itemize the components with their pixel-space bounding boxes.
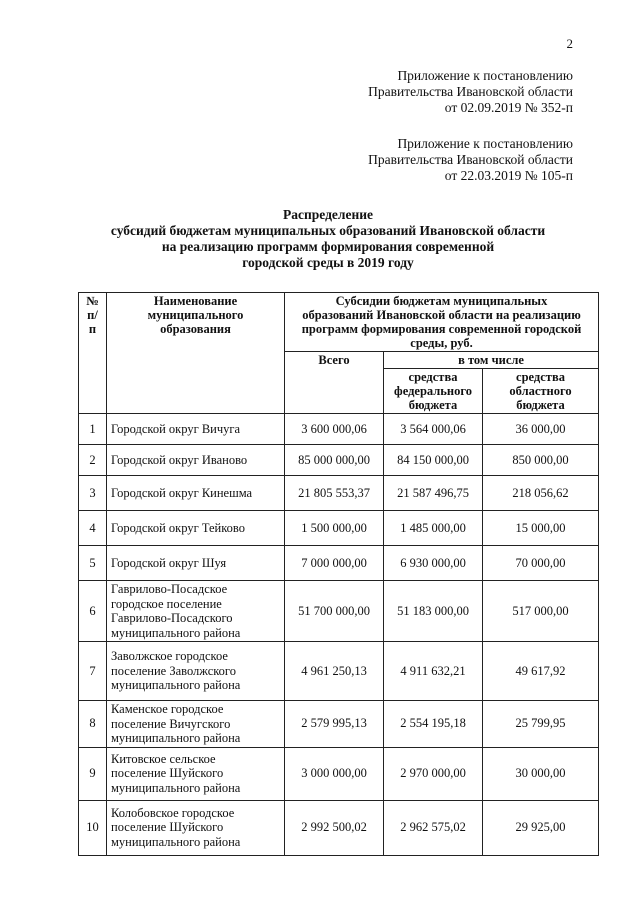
row-number: 10 <box>79 800 107 855</box>
table-row <box>79 642 599 701</box>
regional-value: 49 617,92 <box>483 642 599 701</box>
page-number: 2 <box>566 36 573 51</box>
municipality-name <box>107 546 285 581</box>
regional-value: 517 000,00 <box>483 581 599 642</box>
header-text: муниципального <box>147 308 244 322</box>
appendix-line: Правительства Ивановской области <box>368 152 573 167</box>
total-value: 2 579 995,13 <box>285 701 384 748</box>
name-line: поселение Шуйского <box>111 820 224 835</box>
header-text: областного <box>509 384 572 398</box>
row-number: 1 <box>79 414 107 445</box>
name-line: муниципального района <box>111 678 241 693</box>
total-value: 3 000 000,00 <box>285 747 384 800</box>
municipality-name <box>107 581 285 642</box>
name-line: Гаврилово-Посадское <box>111 582 228 596</box>
title-line: субсидий бюджетам муниципальных образований Ивановской области <box>110 223 546 238</box>
header-text: № <box>86 294 99 308</box>
municipality-name <box>107 445 285 476</box>
header-text: Наименование <box>153 294 238 308</box>
header-text: бюджета <box>516 398 565 412</box>
name-line: Заволжское городское <box>111 649 228 664</box>
federal-value: 51 183 000,00 <box>384 581 483 642</box>
total-value: 1 500 000,00 <box>285 511 384 546</box>
title-line: на реализацию программ формирования современной <box>161 239 495 254</box>
header-text: п/ <box>87 308 98 322</box>
name-line: муниципального района <box>111 780 241 795</box>
regional-value: 36 000,00 <box>483 414 599 445</box>
row-number: 2 <box>79 445 107 476</box>
name-line: Городской округ Шуя <box>111 555 227 570</box>
header-federal <box>384 369 483 414</box>
header-regional <box>483 369 599 414</box>
name-line: городское поселение <box>111 596 222 611</box>
municipality-name <box>107 701 285 748</box>
header-text: бюджета <box>408 398 458 412</box>
header-total: Всего <box>285 352 384 414</box>
name-line: муниципального района <box>111 731 241 745</box>
name-line: Городской округ Кинешма <box>111 485 253 500</box>
row-number: 9 <box>79 747 107 800</box>
name-line: муниципального района <box>111 834 241 849</box>
regional-value: 218 056,62 <box>483 476 599 511</box>
total-value: 2 992 500,02 <box>285 800 384 855</box>
appendix-line: от 02.09.2019 № 352-п <box>444 100 573 115</box>
municipality-name <box>107 511 285 546</box>
document-title <box>60 207 596 271</box>
total-value: 3 600 000,06 <box>285 414 384 445</box>
federal-value: 3 564 000,06 <box>384 414 483 445</box>
name-line: Китовское сельское <box>111 751 216 766</box>
name-line: Гаврилово-Посадского <box>111 611 233 625</box>
row-number: 4 <box>79 511 107 546</box>
regional-value: 850 000,00 <box>483 445 599 476</box>
total-value: 21 805 553,37 <box>285 476 384 511</box>
federal-value: 2 970 000,00 <box>384 747 483 800</box>
total-value: 7 000 000,00 <box>285 546 384 581</box>
table-header-row <box>79 293 599 352</box>
table-row <box>79 581 599 642</box>
appendix-line: Приложение к постановлению <box>397 136 573 151</box>
table-row <box>79 414 599 445</box>
header-text: п <box>88 322 97 336</box>
header-text: образования <box>160 322 231 336</box>
municipality-name <box>107 414 285 445</box>
table-row <box>79 701 599 748</box>
appendix-original-decree <box>368 136 573 184</box>
regional-value: 25 799,95 <box>483 701 599 748</box>
table-row <box>79 511 599 546</box>
header-text: средства <box>516 370 565 384</box>
header-text: Субсидии бюджетам муниципальных <box>335 294 548 308</box>
federal-value: 21 587 496,75 <box>384 476 483 511</box>
federal-value: 2 554 195,18 <box>384 701 483 748</box>
table-row <box>79 445 599 476</box>
header-text: образований Ивановской области на реализацию <box>302 308 581 322</box>
header-text: программ формирования современной городской <box>301 322 582 336</box>
total-value: 85 000 000,00 <box>285 445 384 476</box>
row-number: 6 <box>79 581 107 642</box>
name-line: поселение Шуйского <box>111 766 224 781</box>
name-line: Городской округ Иваново <box>111 452 248 467</box>
header-text: среды, руб. <box>410 336 473 350</box>
name-line: Колобовское городское <box>111 805 235 820</box>
total-value: 51 700 000,00 <box>285 581 384 642</box>
header-name <box>107 293 285 414</box>
header-text: средства <box>408 370 458 384</box>
regional-value: 70 000,00 <box>483 546 599 581</box>
header-text: федерального <box>394 384 472 398</box>
appendix-line: Правительства Ивановской области <box>368 84 573 99</box>
title-line: городской среды в 2019 году <box>242 255 414 270</box>
federal-value: 2 962 575,02 <box>384 800 483 855</box>
header-including: в том числе <box>384 352 599 369</box>
appendix-current-decree <box>368 68 573 116</box>
row-number: 7 <box>79 642 107 701</box>
row-number: 8 <box>79 701 107 748</box>
header-subsidy <box>285 293 599 352</box>
municipality-name <box>107 642 285 701</box>
row-number: 3 <box>79 476 107 511</box>
federal-value: 6 930 000,00 <box>384 546 483 581</box>
table-row <box>79 546 599 581</box>
federal-value: 1 485 000,00 <box>384 511 483 546</box>
table-row <box>79 800 599 855</box>
table-row <box>79 747 599 800</box>
federal-value: 4 911 632,21 <box>384 642 483 701</box>
name-line: Городской округ Вичуга <box>111 421 241 436</box>
title-line: Распределение <box>282 207 374 222</box>
row-number: 5 <box>79 546 107 581</box>
name-line: Городской округ Тейково <box>111 520 245 535</box>
appendix-line: Приложение к постановлению <box>397 68 573 83</box>
regional-value: 29 925,00 <box>483 800 599 855</box>
name-line: поселение Вичугского <box>111 716 231 731</box>
subsidy-distribution-table <box>78 292 599 856</box>
total-value: 4 961 250,13 <box>285 642 384 701</box>
regional-value: 15 000,00 <box>483 511 599 546</box>
municipality-name <box>107 476 285 511</box>
name-line: поселение Заволжского <box>111 663 236 678</box>
appendix-line: от 22.03.2019 № 105-п <box>444 168 573 183</box>
table-row <box>79 476 599 511</box>
federal-value: 84 150 000,00 <box>384 445 483 476</box>
header-num <box>79 293 107 414</box>
name-line: муниципального района <box>111 625 241 640</box>
municipality-name <box>107 800 285 855</box>
regional-value: 30 000,00 <box>483 747 599 800</box>
name-line: Каменское городское <box>111 702 224 716</box>
municipality-name <box>107 747 285 800</box>
